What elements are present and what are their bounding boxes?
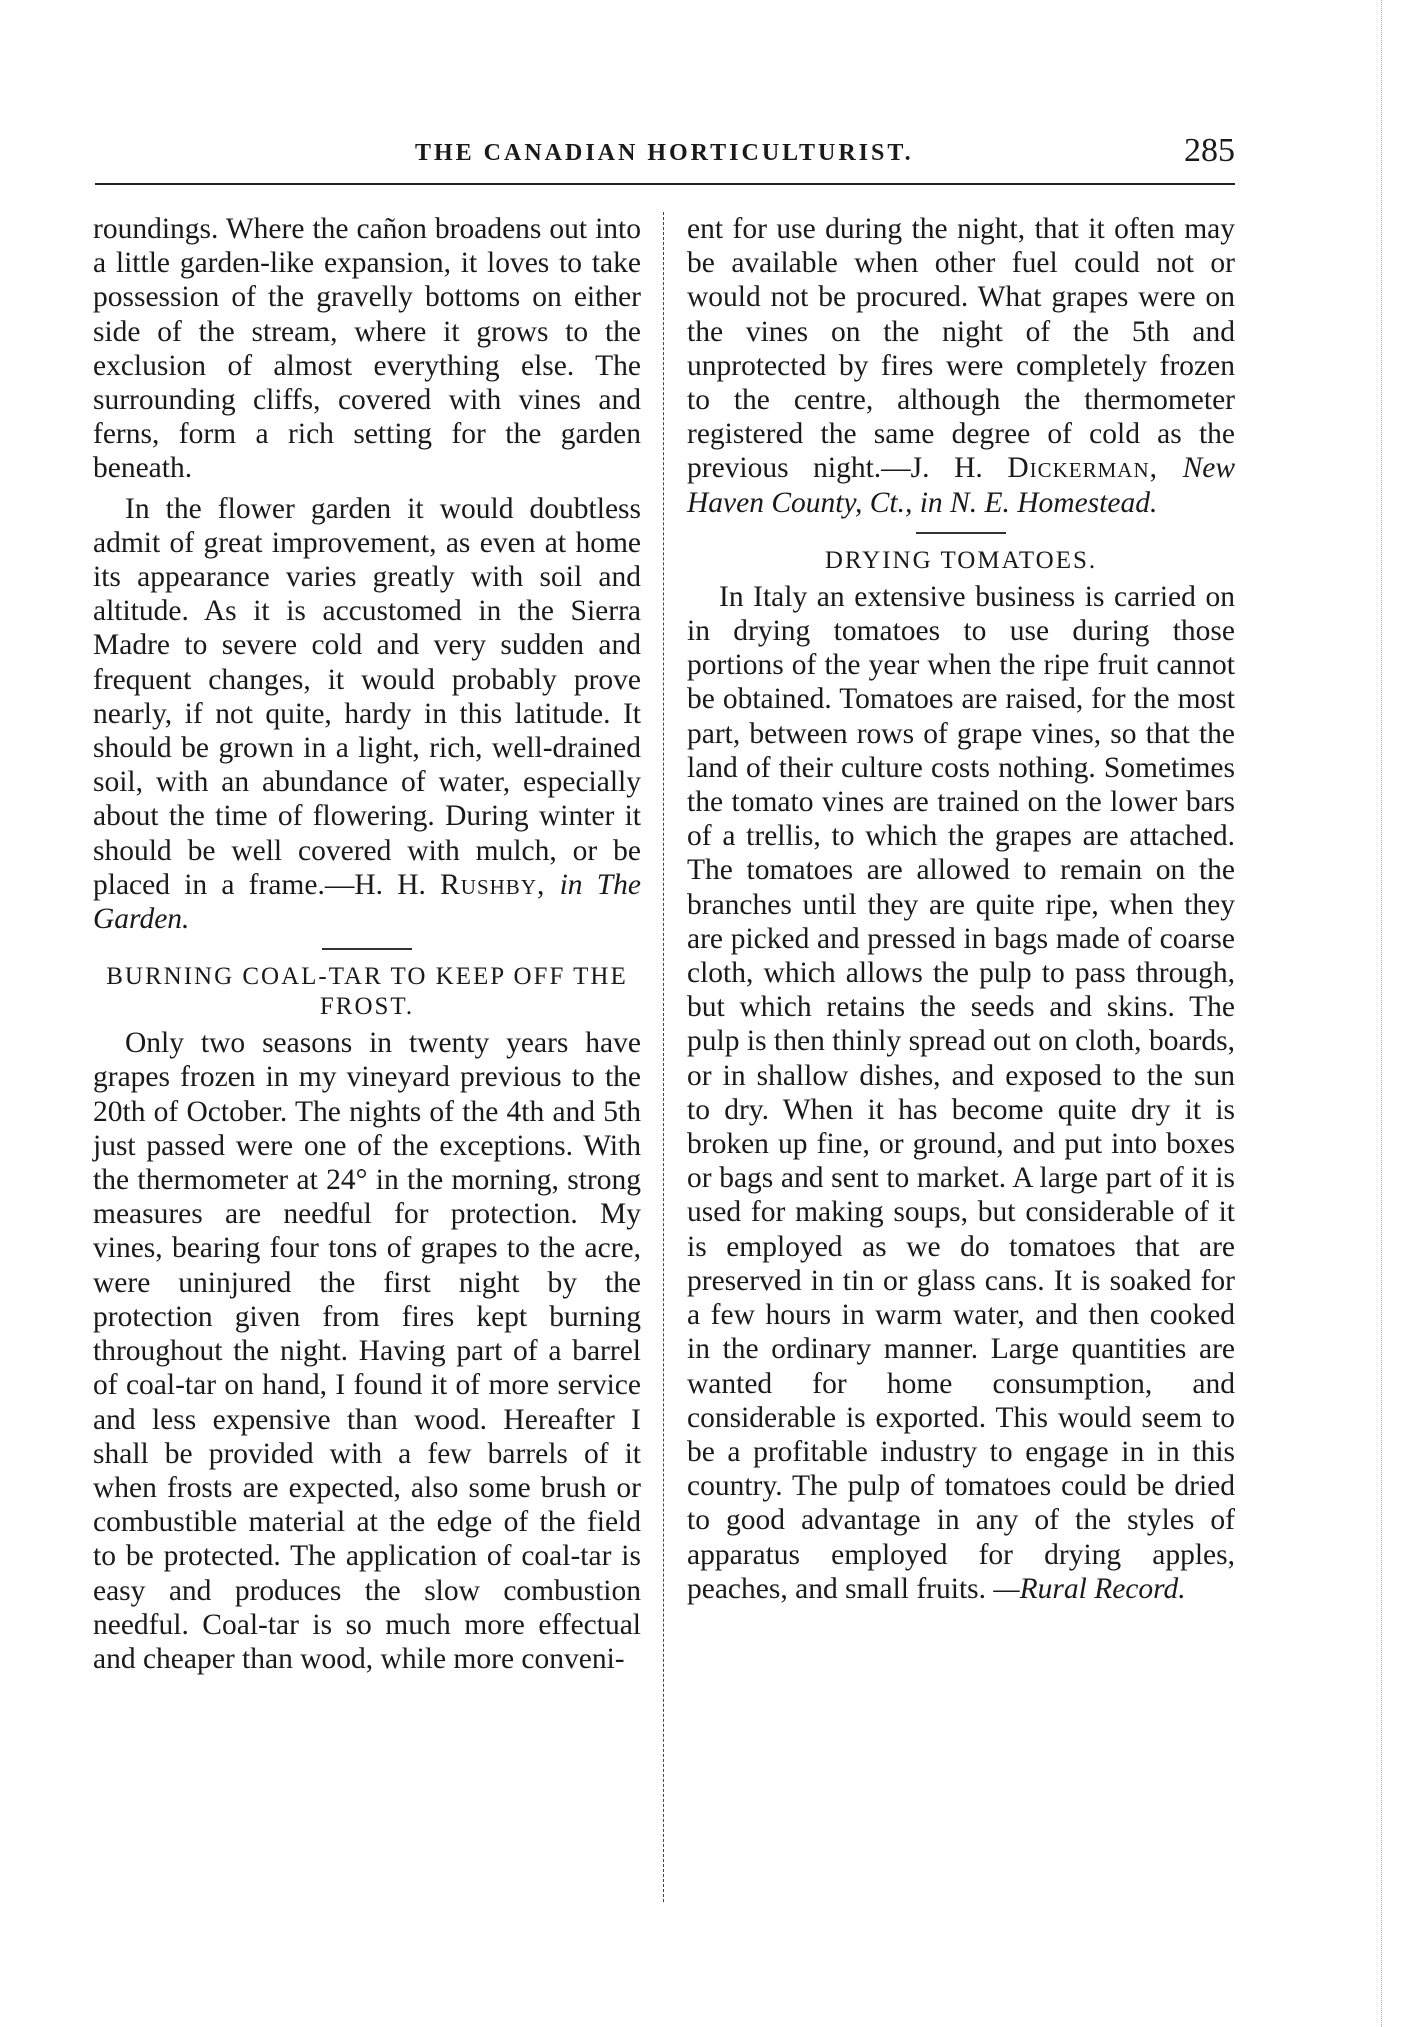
left-column [93,212,641,1682]
right-column [687,212,1235,1612]
section-divider [916,532,1006,534]
section-divider [322,948,412,950]
left-paragraph-2 [93,492,641,937]
section-heading-coal-tar: BURNING COAL-TAR TO KEEP OFF THE FROST. [106,963,628,1021]
right-paragraph-1-author: Dickerman, [1007,452,1158,485]
right-paragraph-1 [687,212,1235,520]
right-paragraph-1-text: ent for use during the night, that it often may be available when other fuel could not or would not be procured. What grapes were on the vines on the night of the 5th and unprotected by fires were completely frozen to the centre, although the thermometer registered the same degree of cold as the previous night.—J. H. [687,213,1235,485]
left-paragraph-2-author: Rushby, [440,868,546,901]
left-paragraph-2-text: In the flower garden it would doubtless admit of great improvement, as even at home its appearance varies greatly with soil and altitude. As it is accustomed in the Sierra Madre to severe cold and very sudden and frequent changes, it would probably prove nearly, if not quite, hardy in this latitude. It should be grown in a light, rich, well-drained soil, with an abundance of water, especially about the time of flowering. During winter it should be well covered with mulch, or be placed in a frame.—H. H. [93,492,641,901]
page-number: 285 [1184,132,1235,169]
left-paragraph-3: Only two seasons in twenty years have grapes frozen in my vineyard previous to the 20th of October. The nights of the 4th and 5th just passed were one of the exceptions. With the thermometer at 24° in the morning, strong measures are needful for protection. My vines, bearing four tons of grapes to the acre, were uninjured the first night by the protection given from fires kept burning throughout the night. Having part of a barrel of coal-tar on hand, I found it of more service and less expensive than wood. Hereafter I shall be provided with a few barrels of it when frosts are expected, also some brush or combustible material at the edge of the field to be protected. The application of coal-tar is easy and produces the slow combustion needful. Coal-tar is so much more effectual and cheaper than wood, while more conveni- [93,1027,641,1675]
right-paragraph-2-source: —Rural Record. [993,1572,1186,1605]
header-rule [95,183,1235,185]
section-heading-drying-tomatoes: DRYING TOMATOES. [824,546,1098,574]
right-paragraph-1-source: New Haven County, Ct., in N. E. Homestead. [687,452,1236,519]
column-divider [663,212,664,1902]
left-paragraph-2-source: The Garden. [93,868,641,936]
running-head [95,132,1235,172]
running-title: THE CANADIAN HORTICULTURIST. [415,140,914,166]
left-paragraph-1: roundings. Where the cañon broadens out into a little garden-like expansion, it loves to take possession of the gravelly bottoms on either side of the stream, where it grows to the exclusion of almost everything else. The surrounding cliffs, covered with vines and ferns, form a rich setting for the garden beneath. [93,213,641,485]
left-paragraph-2-source-prefix: in [559,868,583,901]
right-paragraph-2-text: In Italy an extensive business is carried on in drying tomatoes to use during those portions of the year when the ripe fruit cannot be obtained. Tomatoes are raised, for the most part, between rows of grape vines, so that the land of their culture costs nothing. Sometimes the tomato vines are trained on the lower bars of a trellis, to which the grapes are attached. The tomatoes are allowed to remain on the branches until they are quite ripe, when they are picked and pressed in bags made of coarse cloth, which allows the pulp to pass through, but which retains the seeds and skins. The pulp is then thinly spread out on cloth, boards, or in shallow dishes, and exposed to the sun to dry. When it has become quite dry it is broken up fine, or ground, and put into boxes or bags and sent to market. A large part of it is used for making soups, but considerable of it is employed as we do tomatoes that are preserved in tin or glass cans. It is soaked for a few hours in warm water, and then cooked in the ordinary manner. Large quantities are wanted for home consumption, and considerable is exported. This would seem to be a profitable industry to engage in in this country. The pulp of tomatoes could be dried to good advantage in any of the styles of apparatus employed for drying apples, peaches, and small fruits. [687,580,1235,1605]
right-paragraph-2 [687,580,1235,1606]
page-edge-rule [1381,0,1382,2027]
